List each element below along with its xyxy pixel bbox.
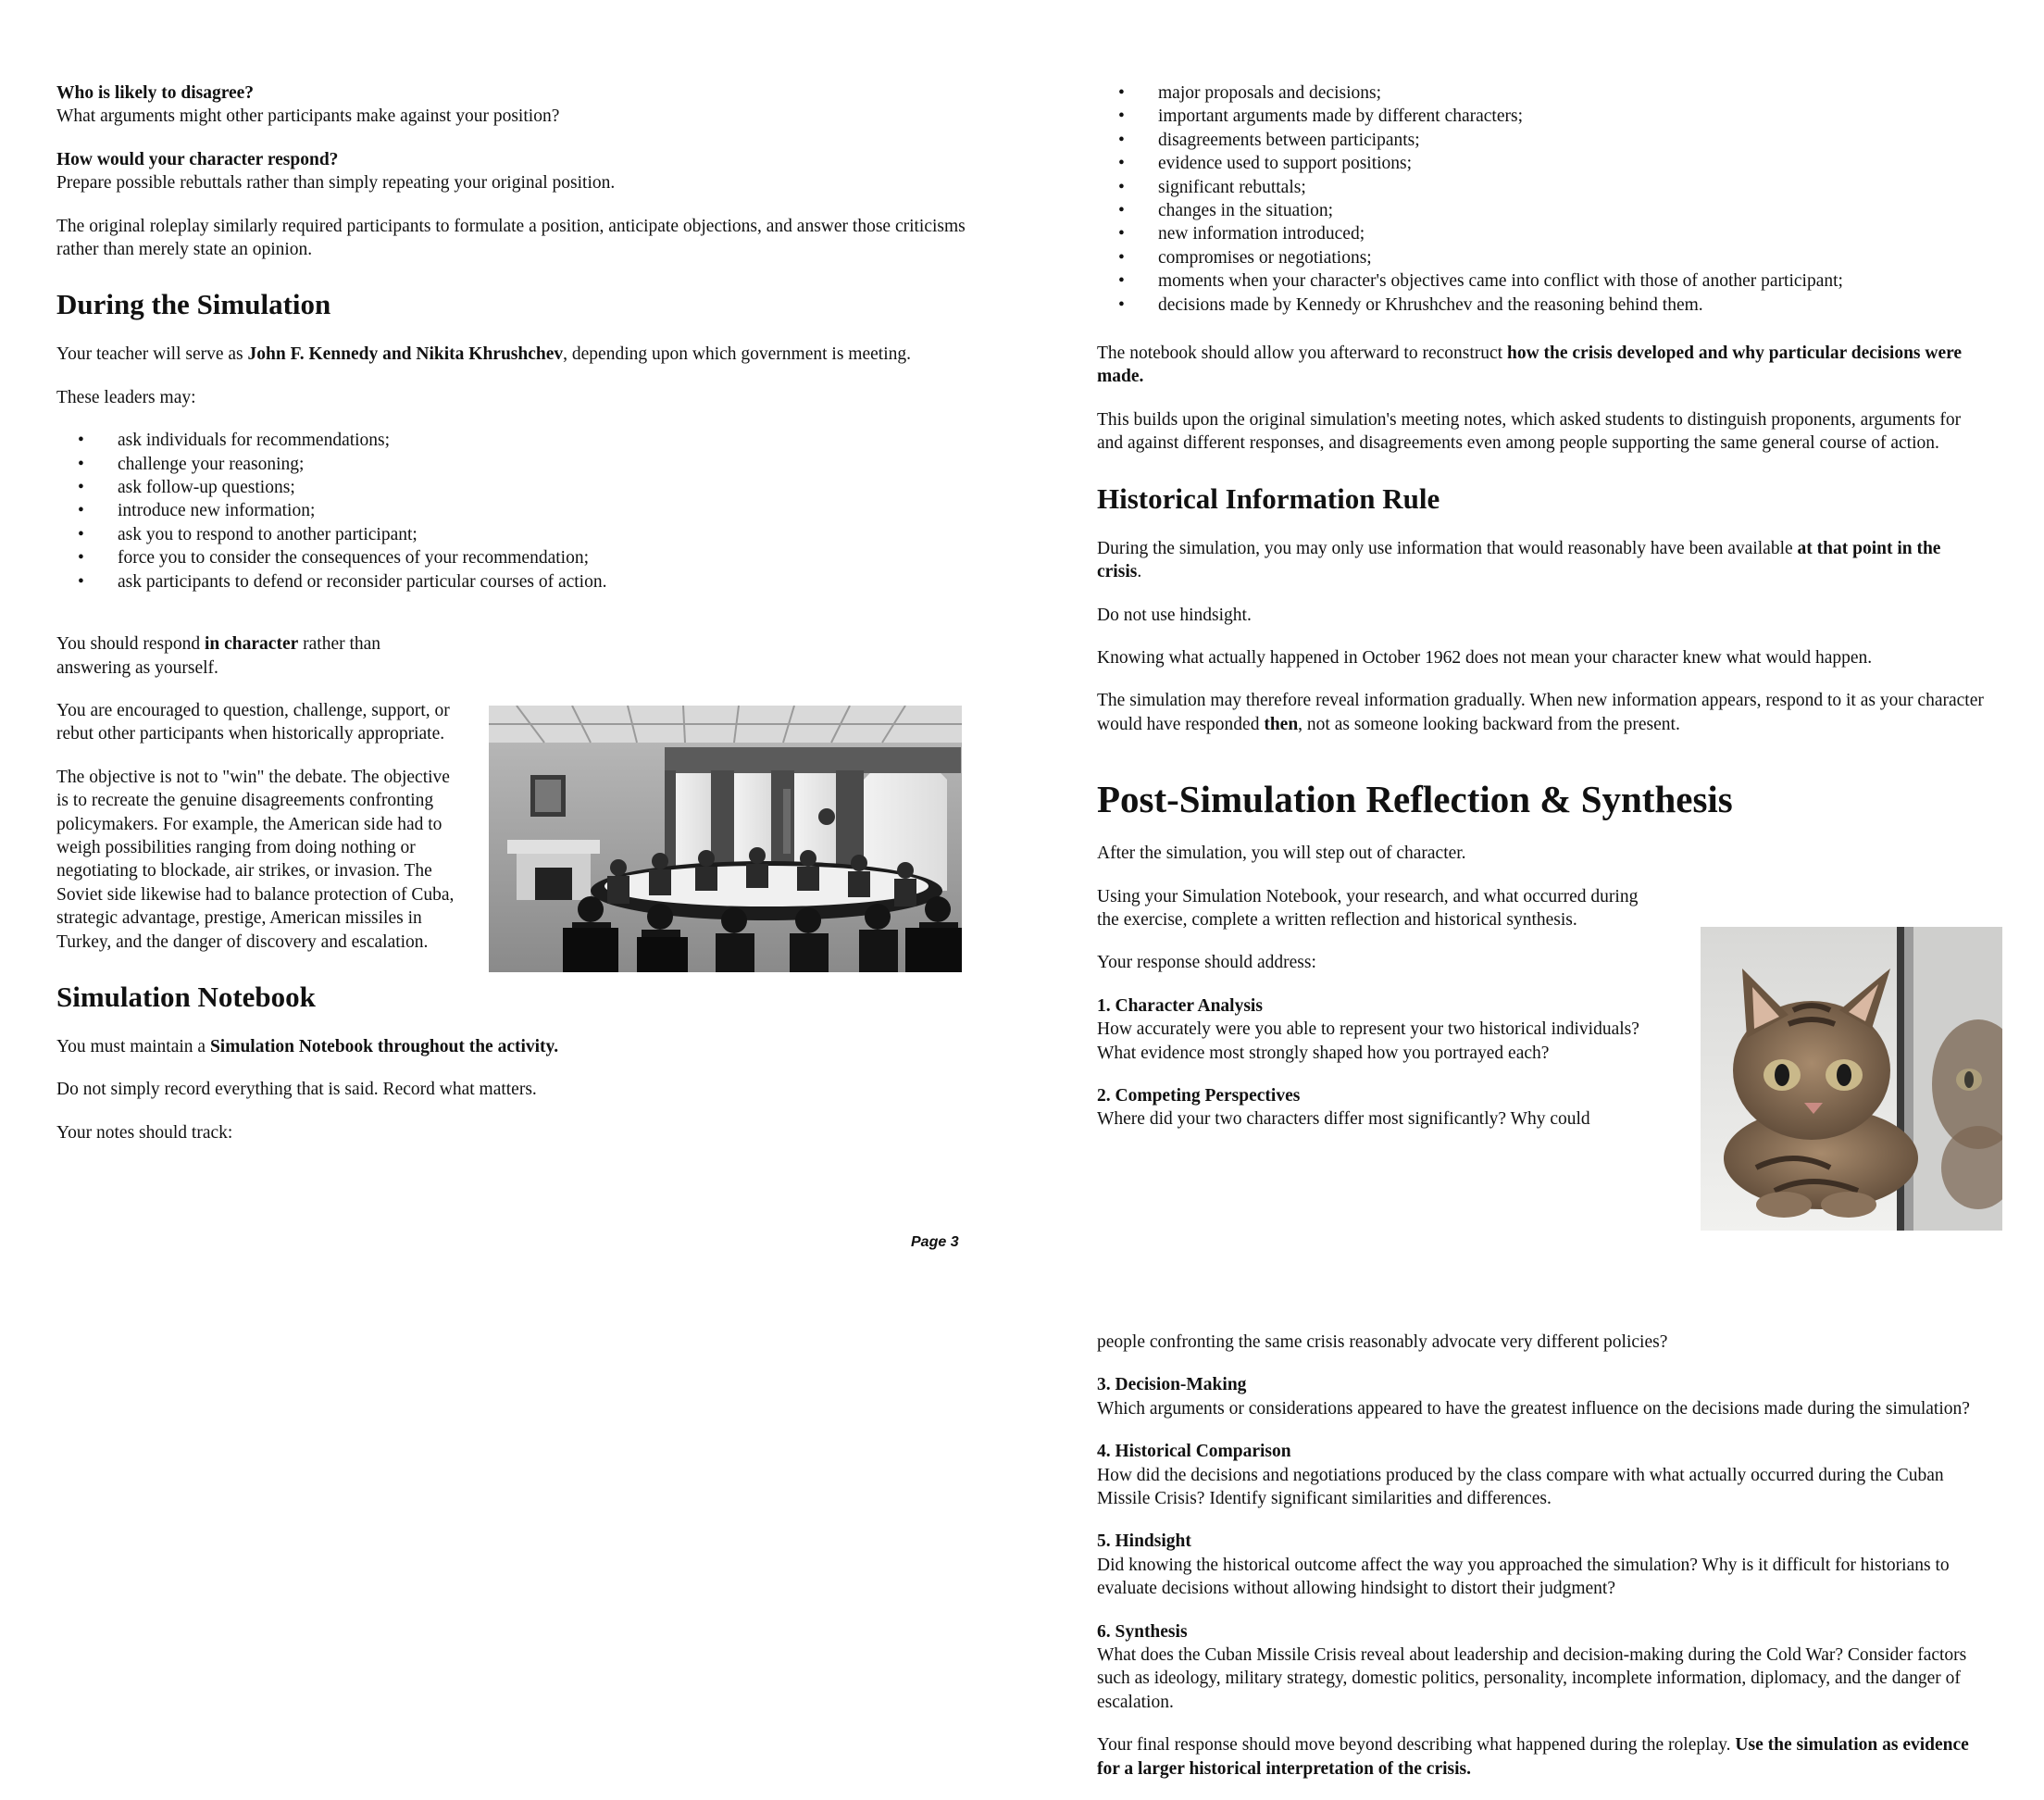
- text-run: Your final response should move beyond describing what happened during the roleplay.: [1097, 1735, 1736, 1756]
- no-hindsight-paragraph: Do not use hindsight.: [1097, 605, 1252, 625]
- text-run: During the simulation, you may only use information that would reasonably have been available: [1097, 538, 1798, 558]
- competing-perspectives-continued: people confronting the same crisis reasonably advocate very different policies?: [1097, 1332, 1668, 1352]
- section-historical-comparison: [1097, 1440, 1986, 1510]
- respond-in-character-paragraph: [56, 632, 455, 680]
- kitten-photo: [1701, 927, 2002, 1231]
- list-item: • force you to consider the consequences of your recommendation;: [118, 546, 968, 569]
- text-run: You must maintain a: [56, 1036, 210, 1056]
- section-synthesis: [1097, 1620, 1986, 1715]
- list-item: • important arguments made by different characters;: [1158, 105, 1986, 128]
- section-decision-making: [1097, 1373, 1986, 1420]
- list-item: • introduce new information;: [118, 499, 968, 522]
- using-notebook-paragraph: Using your Simulation Notebook, your research, and what occurred during the exercise, complete a written reflection and historical synthesis.: [1097, 886, 1639, 930]
- section-title: 6. Synthesis: [1097, 1621, 1188, 1642]
- encourage-paragraph: You are encouraged to question, challenge, support, or rebut other participants when historically appropriate.: [56, 700, 450, 744]
- list-item: • compromises or negotiations;: [1158, 246, 1986, 269]
- question-text: Prepare possible rebuttals rather than simply repeating your original position.: [56, 173, 616, 194]
- section-text: Where did your two characters differ most significantly? Why could: [1097, 1109, 1590, 1130]
- question-title: Who is likely to disagree?: [56, 83, 255, 103]
- original-roleplay-paragraph: The original roleplay similarly required participants to formulate a position, anticipate objections, and answer those criticisms rather than merely state an opinion.: [56, 216, 966, 260]
- section-title: 4. Historical Comparison: [1097, 1442, 1291, 1462]
- leaders-may-paragraph: These leaders may:: [56, 387, 196, 407]
- list-item: • ask participants to defend or reconsider particular courses of action.: [118, 570, 968, 594]
- meeting-room-photo: [489, 706, 962, 972]
- final-response-paragraph: [1097, 1733, 1986, 1781]
- reconstruct-paragraph: [1097, 342, 1986, 389]
- list-item: • major proposals and decisions;: [1158, 81, 1986, 105]
- section-text: How did the decisions and negotiations produced by the class compare with what actually occurred during the Cuban Missile Crisis? Identify significant similarities and differences.: [1097, 1465, 1944, 1509]
- section-title: 1. Character Analysis: [1097, 995, 1263, 1016]
- wrapped-text-block: [1097, 885, 1652, 1131]
- track-paragraph: Your notes should track:: [56, 1122, 233, 1143]
- text-bold: then: [1264, 714, 1299, 734]
- section-text: What does the Cuban Missile Crisis reveal about leadership and decision-making during the Cold War? Consider factors such as ideology, military strategy, domestic politics, personality, incomplete information, diplomacy, and the danger of escalation.: [1097, 1645, 1967, 1712]
- list-item: • challenge your reasoning;: [118, 453, 968, 476]
- section-text: Did knowing the historical outcome affect the way you approached the simulation? Why is it difficult for historians to evaluate decisions without allowing hindsight to distort their judgment?: [1097, 1555, 1950, 1599]
- heading-post-simulation: Post-Simulation Reflection & Synthesis: [1097, 778, 1733, 821]
- notebook-track-list: [1097, 81, 1986, 317]
- record-paragraph: Do not simply record everything that is said. Record what matters.: [56, 1080, 537, 1100]
- text-run: Your teacher will serve as: [56, 344, 248, 365]
- text-bold: at that point in the crisis: [1097, 538, 1941, 582]
- text-run: The simulation may therefore reveal information gradually. When new information appears, respond to it as your character would have responded: [1097, 691, 1984, 734]
- text-run: , not as someone looking backward from the present.: [1298, 714, 1680, 734]
- heading-historical-information-rule: Historical Information Rule: [1097, 481, 1440, 515]
- available-information-paragraph: [1097, 537, 1986, 584]
- text-run: You should respond: [56, 634, 205, 655]
- leader-actions-list: [56, 429, 968, 594]
- list-item: • evidence used to support positions;: [1158, 152, 1986, 175]
- list-item: • moments when your character's objectives came into conflict with those of another participant;: [1158, 269, 1986, 293]
- section-title: 5. Hindsight: [1097, 1531, 1191, 1552]
- list-item: • disagreements between participants;: [1158, 129, 1986, 152]
- list-item: • ask you to respond to another participant;: [118, 523, 968, 546]
- section-character-analysis: [1097, 994, 1652, 1065]
- page-3-left-column: [56, 81, 968, 1164]
- list-item: • ask individuals for recommendations;: [118, 429, 968, 452]
- question-title: How would your character respond?: [56, 149, 339, 169]
- maintain-notebook-paragraph: [56, 1035, 968, 1058]
- section-hindsight: [1097, 1530, 1986, 1600]
- text-run: rather than answering as yourself.: [56, 634, 381, 678]
- list-item: • new information introduced;: [1158, 222, 1986, 245]
- text-bold: Use the simulation as evidence for a larger historical interpretation of the crisis.: [1097, 1735, 1969, 1779]
- question-character-respond: [56, 148, 968, 195]
- heading-simulation-notebook: Simulation Notebook: [56, 980, 316, 1013]
- section-competing-perspectives: [1097, 1084, 1652, 1131]
- wrapped-text-block: [56, 632, 455, 954]
- page-5-right-column: [1097, 1331, 1986, 1800]
- list-item: • ask follow-up questions;: [118, 476, 968, 499]
- text-run: The notebook should allow you afterward to reconstruct: [1097, 344, 1507, 364]
- address-paragraph: Your response should address:: [1097, 953, 1316, 973]
- section-title: 3. Decision-Making: [1097, 1375, 1247, 1395]
- teacher-role-paragraph: [56, 343, 968, 366]
- text-bold: in character: [205, 634, 299, 655]
- step-out-paragraph: After the simulation, you will step out of character.: [1097, 844, 1466, 864]
- section-title: 2. Competing Perspectives: [1097, 1085, 1301, 1106]
- knowing-paragraph: Knowing what actually happened in October 1962 does not mean your character knew what would happen.: [1097, 647, 1873, 668]
- list-item: • significant rebuttals;: [1158, 176, 1986, 199]
- page-number: Page 3: [911, 1234, 959, 1250]
- list-item: • decisions made by Kennedy or Khrushchev and the reasoning behind them.: [1158, 294, 1986, 317]
- section-text: How accurately were you able to represent your two historical individuals? What evidence most strongly shaped how you portrayed each?: [1097, 1019, 1639, 1063]
- section-text: Which arguments or considerations appeared to have the greatest influence on the decisions made during the simulation?: [1097, 1398, 1970, 1419]
- question-who-disagrees: [56, 81, 968, 129]
- objective-paragraph: The objective is not to "win" the debate. The objective is to recreate the genuine disagreements confronting policymakers. For example, the American side had to weigh possibilities ranging from doing nothing or negotiating to blockade, air strikes, or invasion. The Soviet side likewise had to balance protection of Cuba, strategic advantage, prestige, American missiles in Turkey, and the danger of discovery and escalation.: [56, 767, 455, 952]
- list-item: • changes in the situation;: [1158, 199, 1986, 222]
- gradual-reveal-paragraph: [1097, 689, 1986, 736]
- text-run: , depending upon which government is meeting.: [563, 344, 911, 365]
- text-bold: Simulation Notebook throughout the activity.: [209, 1036, 559, 1056]
- heading-during-simulation: During the Simulation: [56, 288, 331, 321]
- builds-upon-paragraph: This builds upon the original simulation's meeting notes, which asked students to distinguish proponents, arguments for and against different responses, and disagreements even among people supporting the same general course of action.: [1097, 409, 1962, 454]
- question-text: What arguments might other participants make against your position?: [56, 106, 560, 127]
- text-run: .: [1137, 562, 1142, 582]
- text-bold: John F. Kennedy and Nikita Khrushchev: [247, 344, 564, 365]
- text-bold: how the crisis developed and why particular decisions were made.: [1097, 344, 1963, 387]
